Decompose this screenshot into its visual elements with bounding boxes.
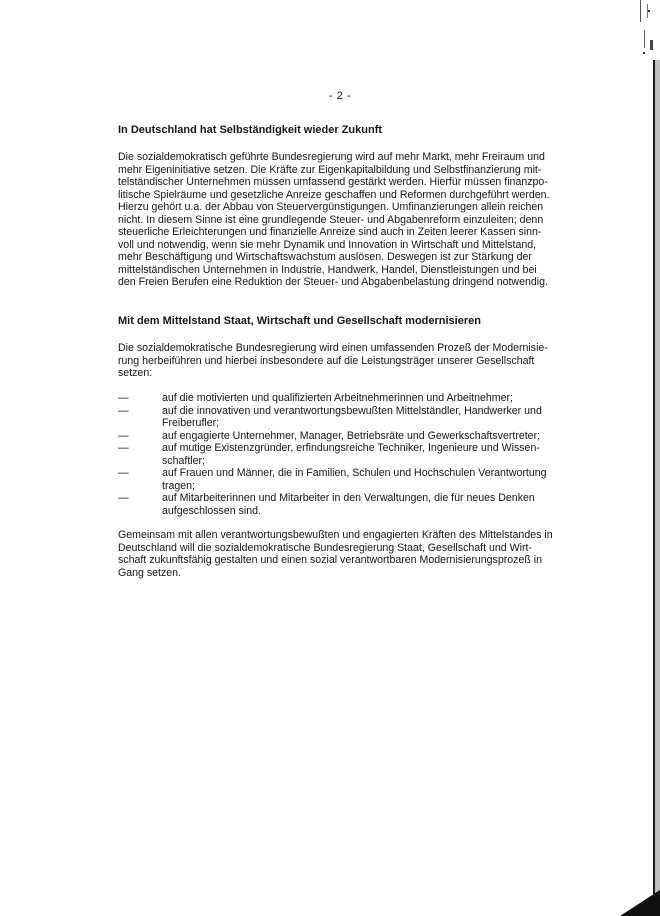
text-line: auf engagierte Unternehmer, Manager, Betriebsräte und Gewerkschaftsvertreter; (162, 429, 541, 442)
text-line: Die sozialdemokratische Bundesregierung wird einen umfassenden Prozeß der Modernisie- (118, 342, 548, 354)
text-line: setzen: (118, 367, 153, 379)
text-line: mehr Beschäftigung und Wirtschaftswachstum auslösen. Deswegen ist zur Stärkung der (118, 251, 532, 263)
list-item (118, 492, 588, 517)
leistungstraeger-list (118, 392, 588, 517)
section-heading-selbstaendigkeit: In Deutschland hat Selbständigkeit wieder Zukunft (118, 124, 383, 136)
paragraph-intro-modernisierung (118, 342, 548, 380)
text-line: aufgeschlossen sind. (162, 504, 261, 517)
text-line: nicht. In diesem Sinne ist eine grundlegende Steuer- und Abgabenreform einzuleiten; denn (118, 213, 544, 226)
text-line: auf die innovativen und verantwortungsbewußten Mittelständler, Handwerker und (162, 404, 542, 417)
text-line: telständischer Unternehmen müssen umfassend gestärkt werden. Hierfür müssen finanzpo- (118, 176, 548, 188)
section-heading-mittelstand: Mit dem Mittelstand Staat, Wirtschaft und Gesellschaft modernisieren (118, 315, 481, 327)
list-dash: — (118, 442, 129, 454)
text-line: voll und notwendig, wenn sie mehr Dynamik und Innovation in Wirtschaft und Mittelstand, (118, 238, 537, 251)
text-line: schaft zukunftsfähig gestalten und einen sozial verantwortbaren Modernisierungsprozeß in (118, 554, 542, 566)
text-line: auf mutige Existenzgründer, erfindungsreiche Techniker, Ingenieure und Wissen- (162, 442, 540, 454)
text-line: steuerliche Erleichterungen und finanzielle Anreize sind auch in Zeiten leerer Kassen sinn- (118, 226, 542, 238)
text-line: Gemeinsam mit allen verantwortungsbewußten und engagierten Kräften des Mittelstandes in (118, 529, 553, 541)
text-line: mehr Eigeninitiative setzen. Die Kräfte zur Eigenkapitalbildung und Selbstfinanzierung mit- (118, 163, 542, 176)
text-line: Deutschland will die sozialdemokratische Bundesregierung Staat, Gesellschaft und Wirt- (118, 541, 532, 554)
text-line: tragen; (162, 479, 195, 492)
text-line: Freiberufler; (162, 417, 220, 429)
text-line: litische Spielräume und gesetzliche Anreize geschaffen und Reformen durchgeführt werden. (118, 188, 550, 201)
list-item (118, 405, 588, 430)
list-dash: — (118, 392, 129, 404)
text-line: Hierzu gehört u.a. der Abbau von Steuervergünstigungen. Umfinanzierungen allein reichen (118, 201, 544, 213)
text-line: den Freien Berufen eine Reduktion der Steuer- und Abgabenbelastung dringend notwendig. (118, 276, 548, 288)
text-line: Gang setzen. (118, 566, 182, 579)
scan-edge-shadow (600, 0, 660, 916)
list-item (118, 467, 588, 492)
paragraph-selbstaendigkeit (118, 151, 549, 289)
list-item (118, 442, 588, 467)
list-dash: — (118, 429, 129, 442)
text-line: auf die motivierten und qualifizierten Arbeitnehmerinnen und Arbeitnehmer; (162, 392, 513, 404)
text-line: auf Mitarbeiterinnen und Mitarbeiter in den Verwaltungen, die für neues Denken (162, 492, 535, 504)
text-line: Die sozialdemokratisch geführte Bundesregierung wird auf mehr Markt, mehr Freiraum und (118, 151, 545, 163)
text-line: mittelständischen Unternehmen in Industrie, Handwerk, Handel, Dienstleistungen und bei (118, 263, 537, 276)
text-line: auf Frauen und Männer, die in Familien, Schulen und Hochschulen Verantwortung (162, 467, 547, 479)
text-line: rung herbeiführen und hierbei insbesondere auf die Leistungsträger unserer Gesellschaft (118, 354, 535, 367)
list-dash: — (118, 492, 129, 504)
list-item (118, 392, 588, 405)
list-dash: — (118, 404, 129, 417)
page-number: - 2 - (328, 90, 352, 102)
list-dash: — (118, 467, 129, 479)
list-item (118, 430, 588, 443)
paragraph-closing (118, 529, 553, 579)
text-line: schaftler; (162, 454, 205, 467)
